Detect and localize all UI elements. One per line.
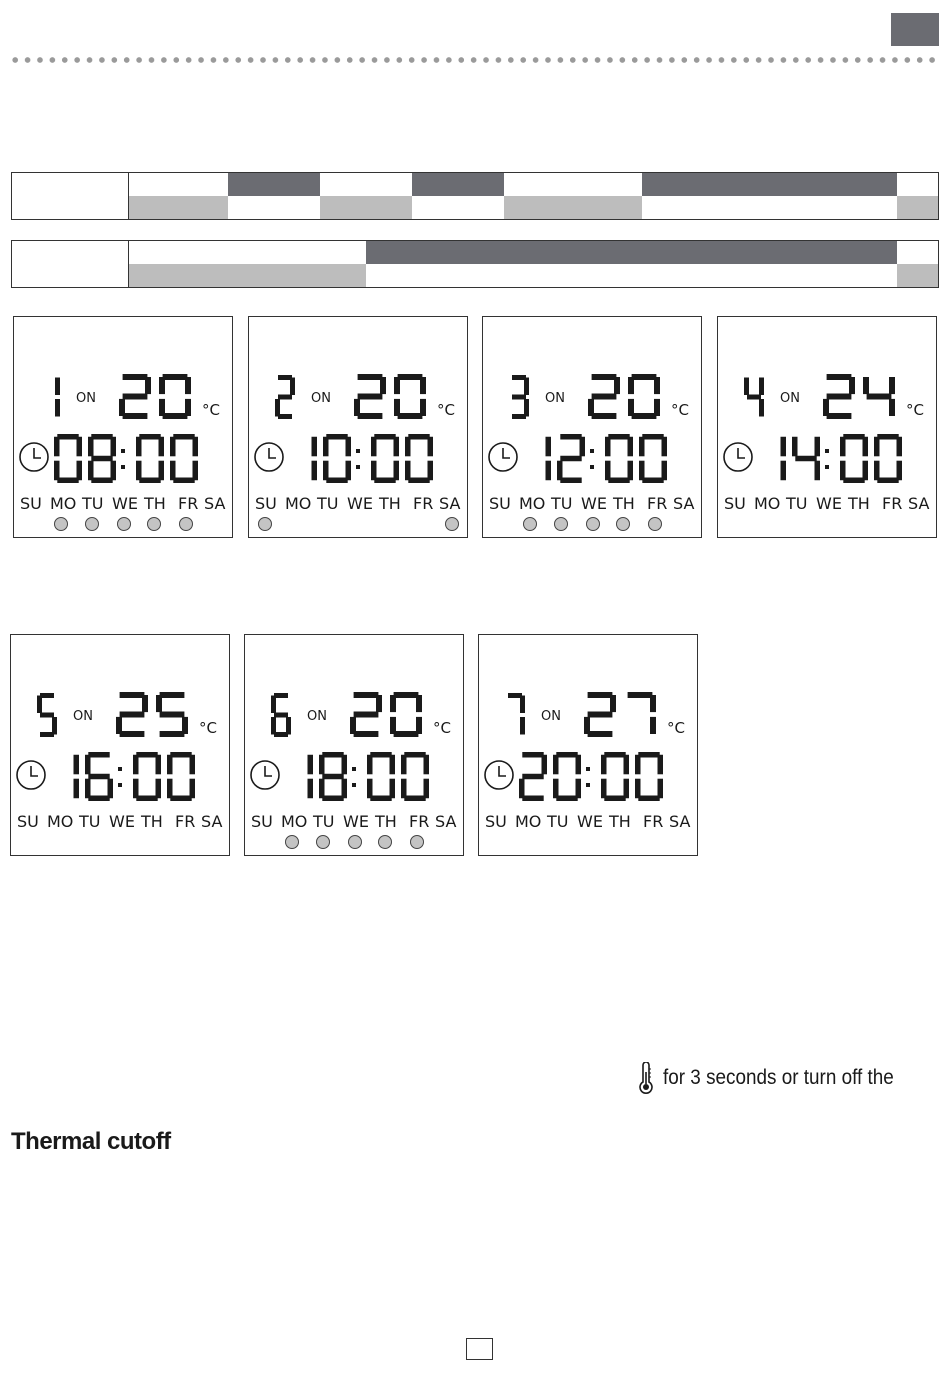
lcd-digit — [37, 693, 57, 737]
day-label-th: TH — [848, 494, 870, 513]
lcd-digit — [116, 692, 148, 737]
day-label-fr: FR — [175, 812, 196, 831]
lcd-digit — [584, 692, 616, 737]
day-label-sa: SA — [673, 494, 695, 513]
day-label-mo: MO — [281, 812, 308, 831]
active-day-dot — [524, 518, 537, 531]
day-label-tu: TU — [547, 812, 569, 831]
lcd-digit — [394, 374, 426, 419]
temperature-unit: °C — [671, 401, 689, 419]
lcd-digit — [635, 752, 663, 801]
day-label-mo: MO — [50, 494, 77, 513]
active-day-dot — [55, 518, 68, 531]
lcd-digit — [88, 434, 116, 483]
instruction-text: for 3 seconds or turn off the — [663, 1066, 894, 1089]
day-label-we: WE — [112, 494, 138, 513]
clock-icon — [20, 443, 48, 471]
lcd-digit — [367, 752, 395, 801]
schedule-segment-light — [129, 196, 228, 219]
lcd-panel-program-5 — [10, 634, 230, 856]
day-label-tu: TU — [317, 494, 339, 513]
clock-icon — [255, 443, 283, 471]
schedule-segment-light — [504, 196, 642, 219]
on-indicator: ON — [780, 391, 800, 406]
lcd-digit — [744, 378, 764, 417]
time-colon — [118, 767, 122, 787]
on-indicator: ON — [541, 709, 561, 724]
schedule-segment-dark — [366, 241, 896, 264]
page-number-box — [466, 1338, 493, 1360]
time-colon — [352, 767, 356, 787]
lcd-digit — [605, 434, 633, 483]
lcd-digit — [874, 434, 902, 483]
lcd-panel-program-7 — [478, 634, 698, 856]
day-label-su: SU — [489, 494, 511, 513]
instruction-fragment — [637, 1062, 919, 1094]
day-label-th: TH — [379, 494, 401, 513]
on-indicator: ON — [307, 709, 327, 724]
on-indicator: ON — [73, 709, 93, 724]
thermometer-icon — [637, 1062, 655, 1094]
lcd-digit — [401, 752, 429, 801]
schedule-segment-dark — [228, 173, 320, 196]
lcd-digit — [405, 434, 433, 483]
schedule-segment-dark — [642, 173, 897, 196]
lcd-digit — [546, 437, 552, 481]
active-day-dot — [587, 518, 600, 531]
day-label-fr: FR — [647, 494, 668, 513]
day-label-mo: MO — [515, 812, 542, 831]
schedule-segment-light — [897, 196, 938, 219]
temperature-unit: °C — [437, 401, 455, 419]
day-label-th: TH — [613, 494, 635, 513]
day-label-tu: TU — [551, 494, 573, 513]
active-day-dot — [617, 518, 630, 531]
day-label-fr: FR — [882, 494, 903, 513]
active-day-dot — [446, 518, 459, 531]
lcd-digit — [350, 692, 382, 737]
day-label-th: TH — [609, 812, 631, 831]
lcd-digit — [354, 374, 386, 419]
day-label-we: WE — [577, 812, 603, 831]
active-day-dot — [411, 836, 424, 849]
day-label-mo: MO — [285, 494, 312, 513]
schedule-segment-light — [129, 264, 366, 287]
section-heading: Thermal cutoff — [11, 1128, 171, 1155]
day-label-tu: TU — [313, 812, 335, 831]
lcd-digit — [133, 752, 161, 801]
lcd-digit — [781, 437, 787, 481]
lcd-digit — [512, 375, 529, 419]
active-day-dot — [649, 518, 662, 531]
day-label-su: SU — [255, 494, 277, 513]
lcd-digit — [54, 434, 82, 483]
schedule-bar-bottom-row — [129, 264, 938, 287]
time-colon — [356, 449, 360, 469]
active-day-dot — [86, 518, 99, 531]
day-label-tu: TU — [786, 494, 808, 513]
schedule-segment-light — [897, 264, 938, 287]
lcd-digit — [74, 755, 80, 799]
lcd-panel-program-2 — [248, 316, 468, 538]
lcd-digit — [553, 752, 581, 801]
time-colon — [586, 767, 590, 787]
lcd-digit — [55, 378, 60, 417]
lcd-digit — [823, 374, 855, 419]
active-day-dot — [349, 836, 362, 849]
day-label-mo: MO — [754, 494, 781, 513]
schedule-segment-light — [320, 196, 412, 219]
day-label-we: WE — [581, 494, 607, 513]
lcd-digit — [167, 752, 195, 801]
lcd-digit — [628, 374, 660, 419]
day-label-su: SU — [485, 812, 507, 831]
lcd-digit — [323, 434, 351, 483]
day-label-fr: FR — [178, 494, 199, 513]
lcd-digit — [312, 437, 318, 481]
day-label-tu: TU — [82, 494, 104, 513]
active-day-dot — [317, 836, 330, 849]
lcd-panel-program-4 — [717, 316, 937, 538]
day-label-we: WE — [109, 812, 135, 831]
active-day-dot — [379, 836, 392, 849]
active-day-dot — [555, 518, 568, 531]
dotted-divider — [9, 56, 941, 64]
temperature-unit: °C — [199, 719, 217, 737]
clock-icon — [724, 443, 752, 471]
on-indicator: ON — [311, 391, 331, 406]
time-colon — [590, 449, 594, 469]
active-day-dot — [118, 518, 131, 531]
day-label-mo: MO — [47, 812, 74, 831]
lcd-digit — [85, 752, 113, 801]
clock-icon — [251, 761, 279, 789]
lcd-panel-program-6 — [244, 634, 464, 856]
day-label-fr: FR — [413, 494, 434, 513]
schedule-bar-bottom-row — [129, 196, 938, 219]
lcd-digit — [519, 752, 547, 801]
day-label-we: WE — [343, 812, 369, 831]
day-label-th: TH — [141, 812, 163, 831]
day-label-fr: FR — [409, 812, 430, 831]
lcd-digit — [319, 752, 347, 801]
day-label-we: WE — [347, 494, 373, 513]
schedule-bar-2 — [11, 240, 939, 288]
schedule-bar-top-row — [129, 173, 938, 196]
active-day-dot — [180, 518, 193, 531]
lcd-digit — [136, 434, 164, 483]
temperature-unit: °C — [667, 719, 685, 737]
lcd-digit — [588, 374, 620, 419]
day-label-sa: SA — [204, 494, 226, 513]
schedule-bar-top-row — [129, 241, 938, 264]
schedule-bar-1 — [11, 172, 939, 220]
lcd-digit — [863, 377, 895, 416]
lcd-digit — [170, 434, 198, 483]
on-indicator: ON — [545, 391, 565, 406]
day-label-sa: SA — [669, 812, 691, 831]
lcd-digit — [308, 755, 314, 799]
day-label-su: SU — [17, 812, 39, 831]
lcd-digit — [390, 692, 422, 737]
on-indicator: ON — [76, 391, 96, 406]
schedule-bar-label-cell — [12, 241, 129, 287]
day-label-su: SU — [724, 494, 746, 513]
lcd-digit — [156, 692, 188, 737]
day-label-sa: SA — [201, 812, 223, 831]
day-label-sa: SA — [908, 494, 930, 513]
lcd-digit — [628, 692, 656, 734]
lcd-digit — [601, 752, 629, 801]
day-label-th: TH — [144, 494, 166, 513]
lcd-digit — [371, 434, 399, 483]
day-label-th: TH — [375, 812, 397, 831]
temperature-unit: °C — [906, 401, 924, 419]
lcd-digit — [119, 374, 151, 419]
lcd-digit — [271, 693, 291, 737]
active-day-dot — [259, 518, 272, 531]
day-label-su: SU — [20, 494, 42, 513]
corner-tab — [891, 13, 939, 46]
temperature-unit: °C — [433, 719, 451, 737]
day-label-su: SU — [251, 812, 273, 831]
day-label-we: WE — [816, 494, 842, 513]
day-label-mo: MO — [519, 494, 546, 513]
schedule-bar-label-cell — [12, 173, 129, 219]
lcd-digit — [840, 434, 868, 483]
clock-icon — [485, 761, 513, 789]
schedule-segment-dark — [412, 173, 504, 196]
lcd-panel-program-3 — [482, 316, 702, 538]
lcd-digit — [792, 437, 820, 481]
temperature-unit: °C — [202, 401, 220, 419]
day-label-fr: FR — [643, 812, 664, 831]
time-colon — [121, 449, 125, 469]
day-label-tu: TU — [79, 812, 101, 831]
lcd-digit — [508, 693, 525, 735]
lcd-digit — [639, 434, 667, 483]
active-day-dot — [148, 518, 161, 531]
clock-icon — [17, 761, 45, 789]
day-label-sa: SA — [439, 494, 461, 513]
lcd-panel-program-1 — [13, 316, 233, 538]
lcd-digit — [275, 375, 295, 419]
lcd-digit — [159, 374, 191, 419]
clock-icon — [489, 443, 517, 471]
lcd-digit — [557, 434, 585, 483]
active-day-dot — [286, 836, 299, 849]
day-label-sa: SA — [435, 812, 457, 831]
time-colon — [825, 449, 829, 469]
